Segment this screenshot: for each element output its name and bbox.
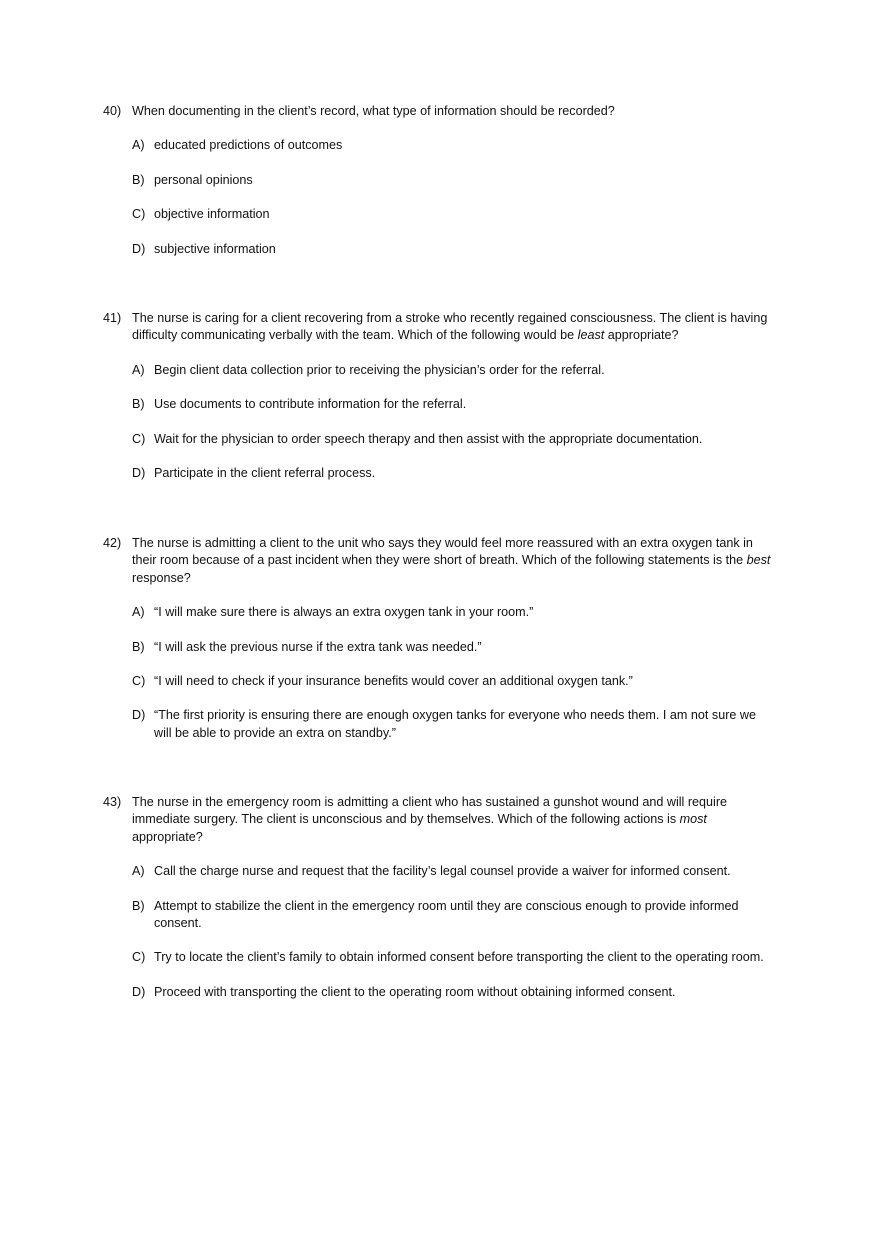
option-label: D) [132, 984, 146, 999]
answer-option-a [132, 863, 773, 880]
question-text [132, 310, 773, 345]
option-text: “The first priority is ensuring there are enough oxygen tanks for everyone who needs them. I am not sure we will be able to provide an extra on standby.” [154, 708, 757, 740]
option-label: B) [132, 172, 145, 187]
question-number: 40) [103, 104, 122, 118]
question-text-part: The nurse is caring for a client recovering from a stroke who recently regained consciousness. The client is having difficulty communicating verbally with the team. Which of the following would be [132, 311, 768, 343]
question-stem [103, 310, 773, 345]
question-emphasis: best [746, 553, 771, 568]
question-text [132, 794, 773, 846]
option-text: Begin client data collection prior to receiving the physician’s order for the referral. [154, 362, 605, 377]
question-41 [103, 310, 773, 482]
option-text: Call the charge nurse and request that the facility’s legal counsel provide a waiver for informed consent. [154, 864, 731, 879]
question-40 [103, 103, 773, 258]
option-text: subjective information [154, 241, 276, 256]
option-label: A) [132, 362, 145, 377]
option-label: D) [132, 708, 146, 723]
answer-option-b [132, 639, 773, 656]
option-label: C) [132, 431, 146, 446]
question-emphasis: most [679, 812, 707, 827]
option-label: C) [132, 950, 146, 965]
question-text [132, 103, 773, 120]
option-text: educated predictions of outcomes [154, 138, 343, 153]
option-text: Use documents to contribute information for the referral. [154, 397, 467, 412]
option-text: “I will need to check if your insurance benefits would cover an additional oxygen tank.” [154, 674, 633, 689]
answer-option-b [132, 172, 773, 189]
question-text-part: When documenting in the client’s record, what type of information should be recorded? [132, 104, 615, 118]
question-number: 41) [103, 311, 122, 325]
answer-option-c [132, 431, 773, 448]
option-text: “I will ask the previous nurse if the extra tank was needed.” [154, 639, 482, 654]
answer-option-c [132, 949, 773, 966]
question-text-part: response? [132, 570, 191, 585]
option-label: A) [132, 864, 145, 879]
answer-options [132, 863, 773, 1001]
answer-option-a [132, 362, 773, 379]
answer-option-d [132, 241, 773, 258]
option-text: Proceed with transporting the client to the operating room without obtaining informed consent. [154, 984, 676, 999]
option-label: C) [132, 207, 146, 222]
answer-options [132, 604, 773, 742]
option-label: A) [132, 138, 145, 153]
question-text-part: appropriate? [604, 328, 679, 343]
option-text: “I will make sure there is always an extra oxygen tank in your room.” [154, 605, 534, 620]
option-label: B) [132, 397, 145, 412]
option-label: C) [132, 674, 146, 689]
question-43 [103, 794, 773, 1001]
question-stem [103, 794, 773, 846]
question-text-part: The nurse in the emergency room is admitting a client who has sustained a gunshot wound and will require immediate surgery. The client is unconscious and by themselves. Which of the following actions is [132, 795, 728, 827]
option-text: Try to locate the client’s family to obtain informed consent before transporting the client to the operating room. [154, 950, 764, 965]
answer-option-d [132, 465, 773, 482]
option-label: A) [132, 605, 145, 620]
option-label: B) [132, 639, 145, 654]
answer-options [132, 362, 773, 483]
answer-option-b [132, 898, 773, 933]
option-text: objective information [154, 207, 270, 222]
option-text: Wait for the physician to order speech therapy and then assist with the appropriate documentation. [154, 431, 703, 446]
question-stem [103, 535, 773, 587]
answer-option-c [132, 206, 773, 223]
option-label: B) [132, 898, 145, 913]
question-text-part: appropriate? [132, 829, 203, 844]
answer-option-d [132, 984, 773, 1001]
option-text: Attempt to stabilize the client in the emergency room until they are conscious enough to provide informed consent. [154, 898, 739, 931]
answer-option-a [132, 137, 773, 154]
answer-option-a [132, 604, 773, 621]
question-stem [103, 103, 773, 120]
question-number: 42) [103, 536, 122, 550]
question-number: 43) [103, 795, 122, 809]
option-text: Participate in the client referral process. [154, 466, 376, 481]
answer-options [132, 137, 773, 258]
question-text-part: The nurse is admitting a client to the unit who says they would feel more reassured with an extra oxygen tank in their room because of a past incident when they were short of breath. Which of the following statements is the [132, 536, 753, 568]
option-text: personal opinions [154, 172, 253, 187]
option-label: D) [132, 466, 146, 481]
question-emphasis: least [577, 328, 605, 343]
question-42 [103, 535, 773, 742]
answer-option-c [132, 673, 773, 690]
question-text [132, 535, 773, 587]
option-label: D) [132, 241, 146, 256]
answer-option-b [132, 396, 773, 413]
answer-option-d [132, 707, 773, 742]
